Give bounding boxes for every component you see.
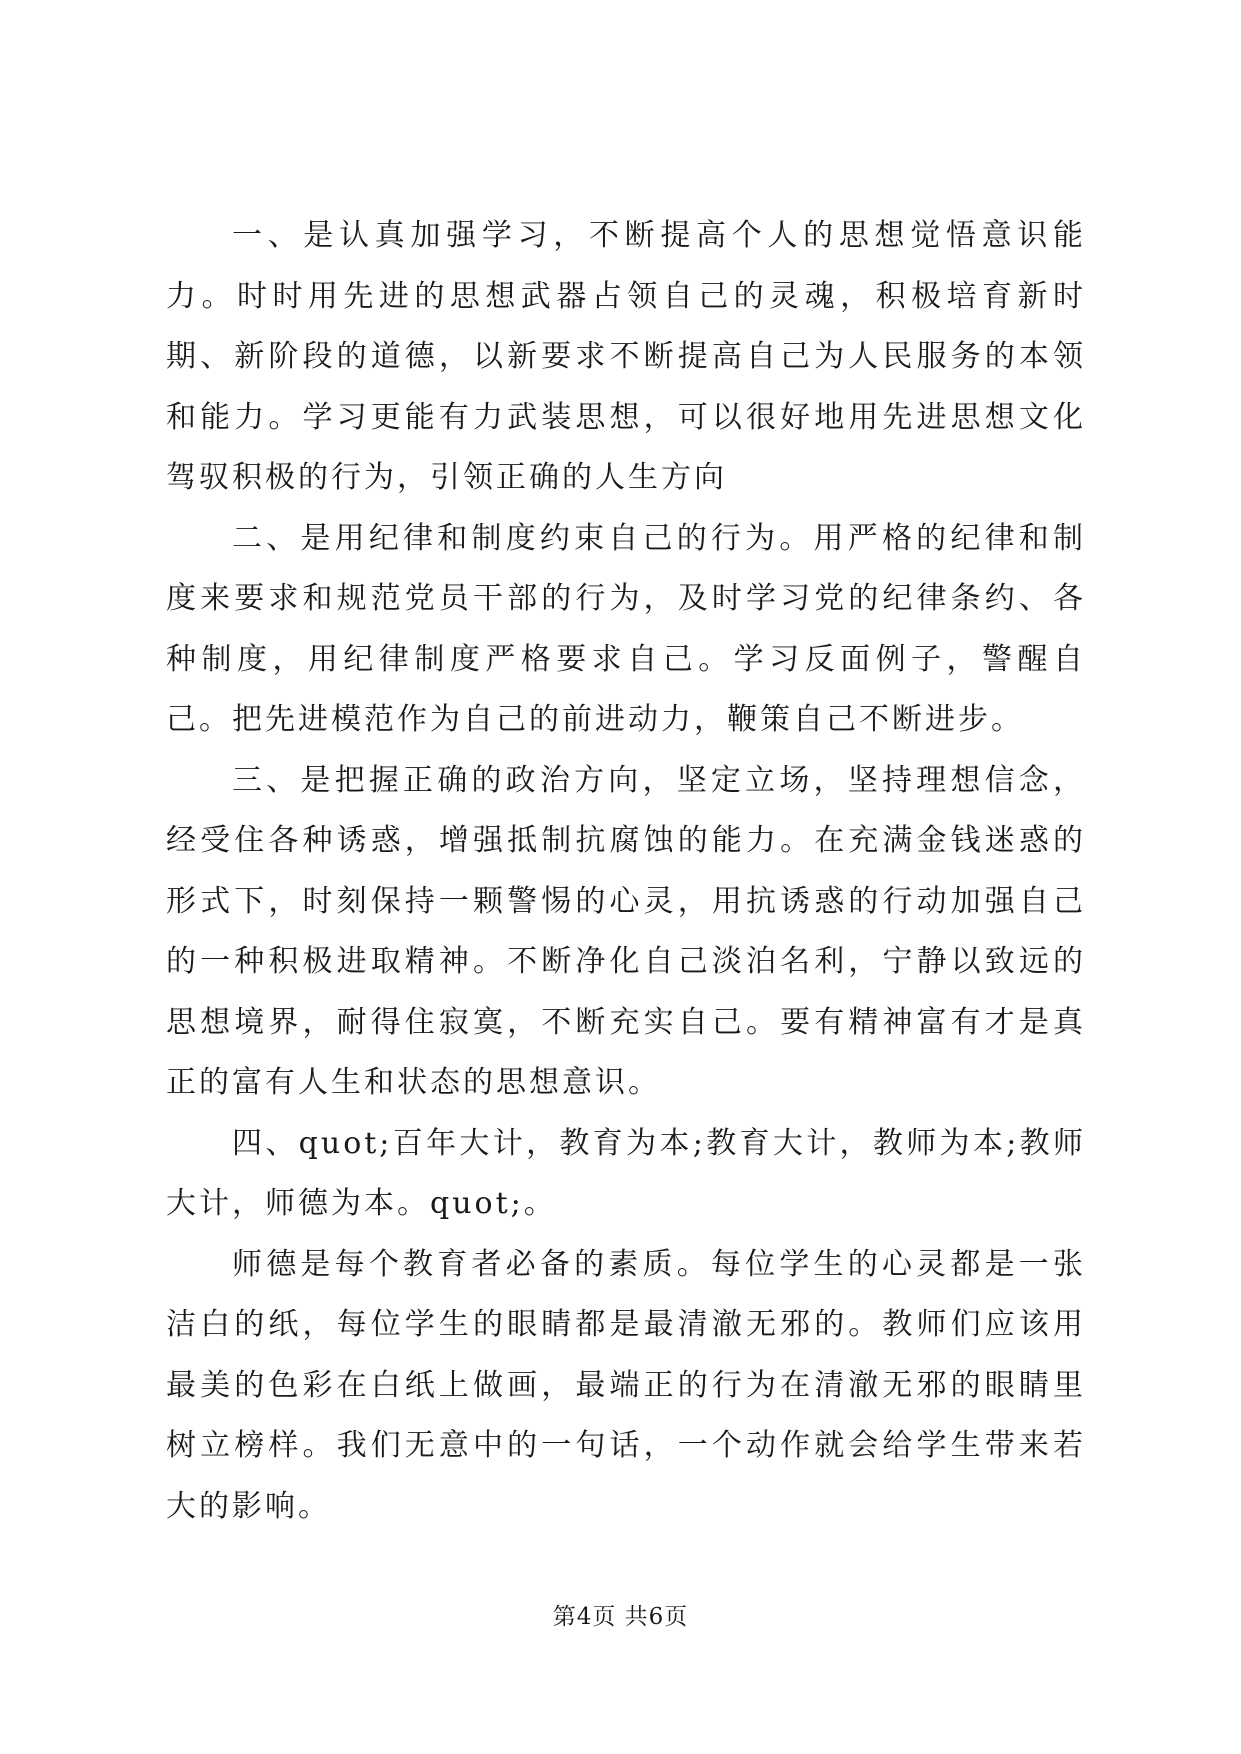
paragraph-5: 师德是每个教育者必备的素质。每位学生的心灵都是一张洁白的纸，每位学生的眼睛都是最清澈无邪的。教师们应该用最美的色彩在白纸上做画，最端正的行为在清澈无邪的眼睛里树立榜样。我们无意中的一句话，一个动作就会给学生带来若大的影响。 bbox=[166, 1246, 1086, 1524]
paragraph-3: 三、是把握正确的政治方向，坚定立场，坚持理想信念，经受住各种诱惑，增强抵制抗腐蚀的能力。在充满金钱迷惑的形式下，时刻保持一颗警惕的心灵，用抗诱惑的行动加强自己的一种积极进取精神。不断净化自己淡泊名利，宁静以致远的思想境界，耐得住寂寞，不断充实自己。要有精神富有才是真正的富有人生和状态的思想意识。 bbox=[166, 762, 1086, 1100]
page-footer: 第4页 共6页 bbox=[552, 1604, 689, 1630]
paragraph-1: 一、是认真加强学习，不断提高个人的思想觉悟意识能力。时时用先进的思想武器占领自己的灵魂，积极培育新时期、新阶段的道德，以新要求不断提高自己为人民服务的本领和能力。学习更能有力武装思想，可以很好地用先进思想文化驾驭积极的行为，引领正确的人生方向 bbox=[166, 218, 1086, 495]
paragraph-4: 四、quot;百年大计，教育为本;教育大计，教师为本;教师大计，师德为本。quot;。 bbox=[166, 1125, 1086, 1221]
paragraph-2: 二、是用纪律和制度约束自己的行为。用严格的纪律和制度来要求和规范党员干部的行为，及时学习党的纪律条约、各种制度，用纪律制度严格要求自己。学习反面例子，警醒自己。把先进模范作为自己的前进动力，鞭策自己不断进步。 bbox=[166, 520, 1086, 737]
document-body bbox=[166, 206, 1086, 1537]
